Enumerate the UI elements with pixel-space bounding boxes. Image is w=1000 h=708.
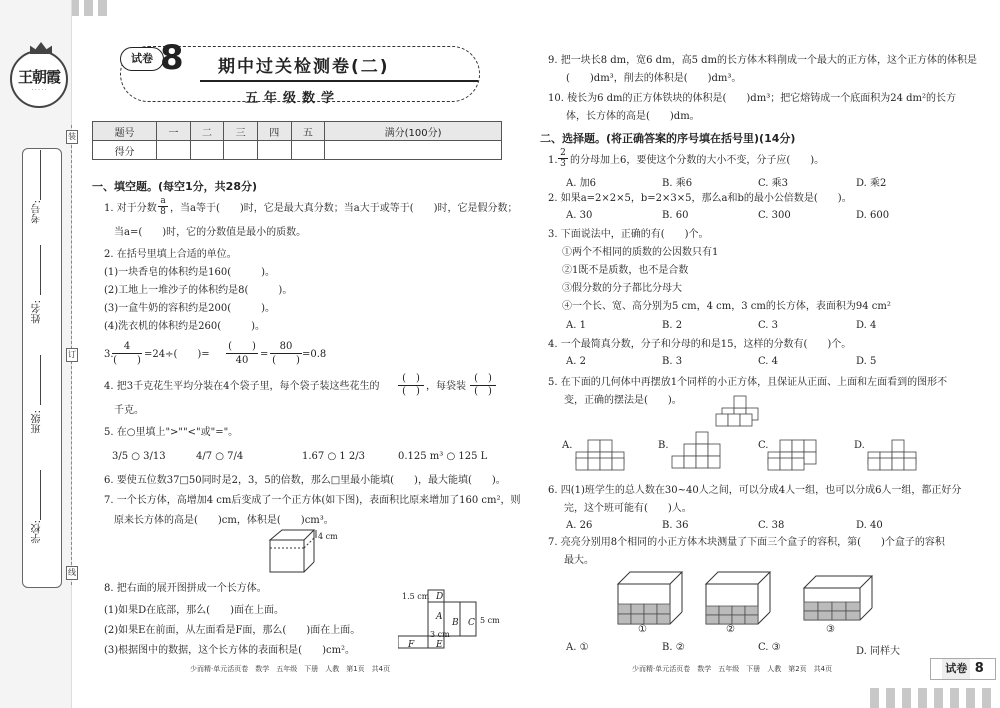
c7-part-b: 最大。 (564, 555, 594, 566)
section-fill-blank: 一、填空题。(每空1分，共28分) (92, 180, 258, 193)
name-line (40, 245, 41, 295)
q7-part-b: 原来长方体的高是( )cm，体积是( )cm³。 (114, 515, 334, 526)
c1-text: 的分母加上6，要使这个分数的大小不变，分子应( )。 (570, 155, 825, 166)
net-label-right: 5 cm (480, 616, 500, 625)
bind-mark-ding: 订 (66, 348, 78, 362)
c5-option-c[interactable]: C. (758, 440, 769, 451)
q3-end: =0.8 (302, 349, 327, 360)
score-header: 三 (224, 122, 258, 141)
c5-option-a[interactable]: A. (562, 440, 573, 451)
c6-option-d[interactable]: D. 40 (856, 520, 883, 531)
q2-3: (3)一盒牛奶的容积约是200( )。 (104, 303, 276, 314)
page-corner-tag (930, 658, 996, 680)
equals-sign: = (260, 349, 269, 360)
school-line (40, 470, 41, 520)
footer-left: 少而精·单元活页卷 数学 五年级 下册 人教 第1页 共4页 (190, 665, 391, 673)
exam-id-label: 考号: (32, 200, 43, 224)
q7-label: 4 cm (318, 532, 338, 541)
net-cell-b: B (452, 618, 459, 628)
q8-1: (1)如果D在底部，那么( )面在上面。 (104, 605, 284, 616)
q8-3: (3)根据图中的数据，这个长方体的表面积是( )cm²。 (104, 645, 356, 656)
q10-part-a: 10. 棱长为6 dm的正方体铁块的体积是( )dm³；把它熔铸成一个底面积为24 dm²的长方 (548, 93, 956, 104)
fraction-denominator: ( ) (270, 353, 302, 367)
c7-option-c[interactable]: C. ③ (758, 642, 781, 653)
c1-option-d[interactable]: D. 乘2 (856, 178, 887, 189)
corner-number: 8 (974, 661, 984, 676)
q5-item-2: 4/7 ○ 7/4 (196, 451, 244, 462)
c5-part-b: 变，正确的摆法是( )。 (564, 395, 682, 406)
c1-option-a[interactable]: A. 加6 (566, 178, 596, 189)
c2-option-d[interactable]: D. 600 (856, 210, 890, 221)
c2-option-c[interactable]: C. 300 (758, 210, 791, 221)
c5-base-figure (712, 394, 772, 430)
fraction-denominator: ( ) (113, 355, 141, 366)
score-header-row (93, 122, 502, 141)
c3-option-d[interactable]: D. 4 (856, 320, 877, 331)
c7-box-3-label: ③ (826, 624, 835, 635)
q1-part-a: 1. 对于分数 (104, 203, 157, 214)
fraction-numerator: 4 (123, 341, 131, 352)
net-cell-e: E (436, 640, 443, 650)
c7-box-1 (616, 570, 686, 626)
q2-2: (2)工地上一堆沙子的体积约是8( )。 (104, 285, 293, 296)
c4: 4. 一个最简真分数，分子和分母的和是15，这样的分数有( )个。 (548, 339, 852, 350)
brand-seal-logo: 王朝霞 · · · · · (10, 50, 68, 108)
q3-fraction-2 (226, 340, 258, 367)
net-cell-f: F (408, 640, 415, 650)
q8: 8. 把右面的展开图拼成一个长方体。 (104, 583, 267, 594)
c7-box-3 (802, 570, 876, 626)
c5-option-b[interactable]: B. (658, 440, 669, 451)
bind-mark-zhuang: 装 (66, 130, 78, 144)
q4-fraction-blank-1[interactable] (398, 373, 424, 398)
c1-fraction (558, 148, 568, 169)
q10-part-b: 体，长方体的高是( )dm。 (566, 111, 700, 122)
c2: 2. 如果a=2×2×5，b=2×3×5，那么a和b的最小公倍数是( )。 (548, 193, 852, 204)
c3-option-b[interactable]: B. 2 (662, 320, 683, 331)
q1-fraction (158, 196, 168, 217)
q3-fraction-1 (112, 340, 142, 367)
c5-option-d[interactable]: D. (854, 440, 865, 451)
q7-part-a: 7. 一个长方体，高增加4 cm后变成了一个正方体(如下图)，表面积比原来增加了160 cm²，则 (104, 495, 521, 506)
q3-number: 3. (104, 349, 114, 360)
exam-number: 8 (160, 38, 184, 78)
c4-option-a[interactable]: A. 2 (566, 356, 586, 367)
c3-option-c[interactable]: C. 3 (758, 320, 779, 331)
q2: 2. 在括号里填上合适的单位。 (104, 249, 237, 260)
seal-name: 王朝霞 (17, 67, 60, 86)
fraction-denominator: ( ) (470, 385, 496, 398)
fraction-numerator: 2 (560, 148, 566, 158)
q8-2: (2)如果E在前面，从左面看是F面，那么( )面在上面。 (104, 625, 361, 636)
exam-id-line (40, 150, 41, 200)
c1-option-c[interactable]: C. 乘3 (758, 178, 789, 189)
score-header: 二 (190, 122, 224, 141)
corner-badge: 试卷 (942, 659, 970, 679)
c4-option-c[interactable]: C. 4 (758, 356, 779, 367)
score-header: 题号 (93, 122, 157, 141)
c7-part-a: 7. 亮亮分别用8个相同的小正方体木块测量了下面三个盒子的容积，第( )个盒子的容积 (548, 537, 945, 548)
c5-option-c-figure (766, 436, 826, 472)
c7-box-1-label: ① (638, 624, 647, 635)
c3-statement-2: ②1既不是质数，也不是合数 (562, 265, 689, 276)
q3-middle: =24÷( )= (144, 349, 210, 360)
class-line (40, 355, 41, 405)
c7-option-d[interactable]: D. 同样大 (856, 646, 901, 657)
net-cell-d: D (436, 592, 444, 602)
score-cell[interactable] (325, 141, 502, 160)
q2-1: (1)一块香皂的体积约是160( )。 (104, 267, 276, 278)
bottom-decoration (0, 688, 1000, 708)
c5-option-d-figure (866, 436, 926, 472)
score-cell[interactable] (257, 141, 291, 160)
q4-part-c: 千克。 (114, 405, 144, 416)
q3-fraction-3 (270, 340, 302, 367)
c2-option-b[interactable]: B. 60 (662, 210, 689, 221)
score-row-label: 得分 (93, 141, 157, 160)
name-label: 姓名: (32, 300, 43, 324)
c2-option-a[interactable]: A. 30 (566, 210, 593, 221)
page-title: 期中过关检测卷(二) (218, 57, 390, 77)
score-row (93, 141, 502, 160)
q5-item-3: 1.67 ○ 1 2/3 (302, 451, 365, 462)
c7-box-2 (704, 570, 774, 626)
c5-option-b-figure (670, 430, 734, 472)
score-header: 四 (257, 122, 291, 141)
c6-part-b: 完，这个班可能有( )人。 (564, 503, 692, 514)
c7-option-a[interactable]: A. ① (566, 642, 589, 653)
q1-part-b: ，当a等于( )时，它是最大真分数；当a大于或等于( )时，它是假分数； (170, 203, 518, 214)
q1-part-c: 当a=( )时，它的分数值是最小的质数。 (114, 227, 307, 238)
q9-part-b: ( )dm³，削去的体积是( )dm³。 (566, 73, 742, 84)
score-header: 满分(100分) (325, 122, 502, 141)
c7-option-b[interactable]: B. ② (662, 642, 685, 653)
page-subtitle: 五年级数学 (245, 91, 341, 106)
q4-part-a: 4. 把3千克花生平均分装在4个袋子里，每个袋子装这些花生的 (104, 381, 380, 392)
c7-box-2-label: ② (726, 624, 735, 635)
q4-part-b: ，每袋装 (426, 381, 466, 392)
q9-part-a: 9. 把一块长8 dm，宽6 dm，高5 dm的长方体木料削成一个最大的正方体，这个正方体的体积是 (548, 55, 977, 66)
score-cell[interactable] (190, 141, 224, 160)
c3-statement-1: ①两个不相同的质数的公因数只有1 (562, 247, 719, 258)
score-cell[interactable] (291, 141, 325, 160)
school-label: 学校: (32, 520, 43, 544)
c1-number: 1. (548, 155, 558, 166)
fraction-numerator: ( ) (402, 373, 420, 384)
q2-4: (4)洗衣机的体积约是260( )。 (104, 321, 266, 332)
score-header: 五 (291, 122, 325, 141)
c6-option-b[interactable]: B. 36 (662, 520, 689, 531)
c4-option-b[interactable]: B. 3 (662, 356, 683, 367)
c3-statement-3: ③假分数的分子都比分母大 (562, 283, 682, 294)
q5-item-1: 3/5 ○ 3/13 (112, 451, 166, 462)
net-label-mid: 3 cm (430, 630, 450, 639)
section-choice: 二、选择题。(将正确答案的序号填在括号里)(14分) (540, 132, 796, 145)
top-decoration (0, 0, 1000, 20)
score-header: 一 (157, 122, 191, 141)
fraction-denominator: 3 (558, 158, 568, 169)
footer-right: 少而精·单元活页卷 数学 五年级 下册 人教 第2页 共4页 (632, 665, 833, 673)
title-rule (200, 80, 478, 82)
net-label-left: 1.5 cm (402, 592, 430, 601)
exam-badge: 试卷 (120, 47, 164, 71)
c6-option-c[interactable]: C. 38 (758, 520, 785, 531)
fraction-numerator: ( ) (474, 373, 492, 384)
c5-option-a-figure (574, 436, 634, 472)
c4-option-d[interactable]: D. 5 (856, 356, 877, 367)
c1-option-b[interactable]: B. 乘6 (662, 178, 693, 189)
c5-part-a: 5. 在下面的几何体中再摆放1个同样的小正方体，且保证从正面、上面和左面看到的图形不 (548, 377, 948, 388)
fraction-denominator: 8 (158, 206, 168, 217)
net-cell-a: A (436, 612, 443, 622)
c6-part-a: 6. 四(1)班学生的总人数在30~40人之间，可以分成4人一组，也可以分成6人一组，都正好分 (548, 485, 962, 496)
score-cell[interactable] (224, 141, 258, 160)
q5: 5. 在○里填上">""<"或"="。 (104, 427, 239, 438)
c3-statement-4: ④一个长、宽、高分别为5 cm，4 cm，3 cm的长方体，表面积为94 cm² (562, 301, 891, 312)
fraction-denominator: ( ) (398, 385, 424, 398)
score-table (92, 121, 502, 160)
q4-fraction-blank-2[interactable] (470, 373, 496, 398)
fraction-numerator: a (160, 196, 166, 206)
fraction-denominator: 40 (226, 353, 258, 367)
class-label: 班级: (32, 410, 43, 434)
c3-option-a[interactable]: A. 1 (566, 320, 586, 331)
bind-mark-xian: 线 (66, 566, 78, 580)
q5-item-4: 0.125 m³ ○ 125 L (398, 451, 488, 462)
fraction-numerator: ( ) (228, 341, 256, 352)
c6-option-a[interactable]: A. 26 (566, 520, 593, 531)
score-cell[interactable] (157, 141, 191, 160)
fraction-numerator: 80 (279, 341, 293, 352)
net-cell-c: C (468, 618, 475, 628)
q6: 6. 要使五位数37□50同时是2，3，5的倍数，那么□里最小能填( )，最大能填( )。 (104, 475, 506, 486)
c3: 3. 下面说法中，正确的有( )个。 (548, 229, 709, 240)
